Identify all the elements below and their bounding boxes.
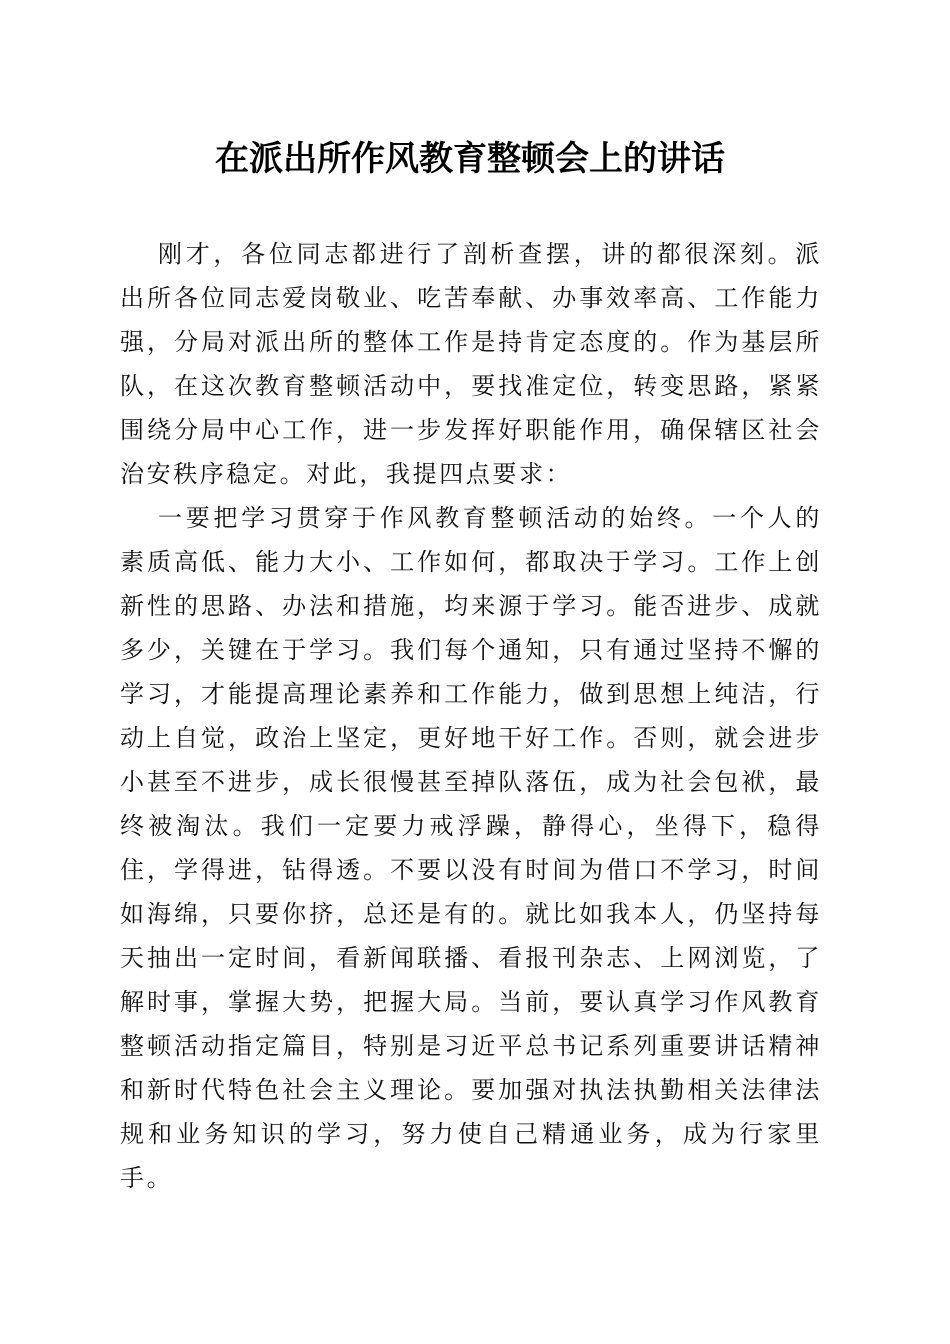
paragraph-first-requirement: 一要把学习贯穿于作风教育整顿活动的始终。一个人的素质高低、能力大小、工作如何，都取决于学习。工作上创新性的思路、办法和措施，均来源于学习。能否进步、成就多少，关键在于学习。我们每个通知，只有通过坚持不懈的学习，才能提高理论素养和工作能力，做到思想上纯洁，行动上自觉，政治上坚定，更好地干好工作。否则，就会进步小甚至不进步，成长很慢甚至掉队落伍，成为社会包袱，最终被淘汰。我们一定要力戒浮躁，静得心，坐得下，稳得住，学得进，钻得透。不要以没有时间为借口不学习，时间如海绵，只要你挤，总还是有的。就比如我本人，仍坚持每天抽出一定时间，看新闻联播、看报刊杂志、上网浏览，了解时事，掌握大势，把握大局。当前，要认真学习作风教育整顿活动指定篇目，特别是习近平总书记系列重要讲话精神和新时代特色社会主义理论。要加强对执法执勤相关法律法规和业务知识的学习，努力使自己精通业务，成为行家里手。 <box>120 504 822 1192</box>
paragraph-intro: 刚才，各位同志都进行了剖析查摆，讲的都很深刻。派出所各位同志爱岗敬业、吃苦奉献、办事效率高、工作能力强，分局对派出所的整体工作是持肯定态度的。作为基层所队，在这次教育整顿活动中，要找准定位，转变思路，紧紧围绕分局中心工作，进一步发挥好职能作用，确保辖区社会治安秩序稳定。对此，我提四点要求： <box>120 240 822 488</box>
document-body <box>120 232 822 1200</box>
document-title: 在派出所作风教育整顿会上的讲话 <box>215 139 725 179</box>
